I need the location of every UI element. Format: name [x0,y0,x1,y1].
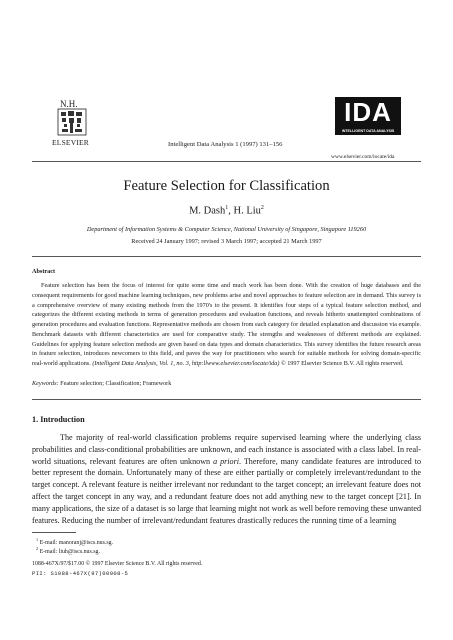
copyright-line: 1088-467X/97/$17.00 © 1997 Elsevier Science B.V. All rights reserved. [32,561,203,567]
author-name: M. Dash [189,205,226,217]
svg-text:N.H.: N.H. [60,99,78,109]
author-separator: , [228,205,234,217]
keywords-text: Feature selection; Classification; Framework [60,380,172,387]
author-affiliation: Department of Information Systems & Computer Science, National University of Singapore, Singapore 119260 [86,226,367,233]
footnote-mark: 1 [36,537,39,542]
keywords [32,380,171,387]
section-heading: 1. Introduction [32,415,85,424]
abstract-citation: (Intelligent Data Analysis, Vol. 1, no. 3, http:llwww.elsevier.com/locate/ida) [92,360,280,367]
footnote-mark: 2 [36,546,39,551]
publisher-name: ELSEVIER [52,138,90,147]
intro-italic-phrase: a priori [213,456,239,466]
received-dates: Received 24 January 1997; revised 3 March 1997; accepted 21 March 1997 [131,238,322,245]
footnote [36,546,100,555]
footnote-text[interactable]: E-mail: manoranj@iscs.nus.sg. [39,539,114,546]
footnote [36,537,113,546]
abstract-heading: Abstract [32,268,56,275]
author-name: H. Liu [233,205,261,217]
footnote-rule [32,532,76,533]
abstract-text: Feature selection has been the focus of interest for quite some time and much work has been done. With the creation of huge databases and the consequent requirements for good machine learning techniques, new problems arise and novel approaches to feature selection are in demand. This survey is a comprehensive overview of many existing methods from the 1970's to the present. It identifies four steps of a typical feature selection method, and categorizes the different existing methods in terms of generation procedures and evaluation functions, and reveals hitherto unattempted combinations of generation procedures and evaluation functions. Representative methods are chosen from each category for detailed explanation and discussion via example. Benchmark datasets with different characteristics are used for comparative study. The strengths and weaknesses of different methods are explained. Guidelines for applying feature selection methods are given based on data types and domain characteristics. This survey identifies the future research areas in feature selection, introduces newcomers to this field, and paves the way for practitioners who search for suitable methods for solving domain-specific real-world applications. [32,282,421,367]
abstract-body [32,281,421,369]
article-title: Feature Selection for Classification [123,178,330,194]
journal-logo-letters: IDA [344,97,392,127]
footnote-text[interactable]: E-mail: liuh@iscs.nus.sg. [39,548,100,555]
author-footnote-mark[interactable]: 1 [225,205,229,211]
intro-text-continued: . Therefore, many candidate features are introduced to better represent the domain. Unfortunately many of these are either partially or completely irrelevant/redundant to the target concept. A relevant feature is neither irrelevant nor redundant to the target concept; an irrelevant feature does not affect the target concept in any way, and a redundant feature does not add anything new to the target concept [21]. In many applications, the size of a dataset is so large that learning might not work as well before removing these unwanted features. Reducing the number of irrelevant/redundant features drastically reduces the running time of a learning [32,456,421,525]
abstract-top-rule [32,256,421,257]
author-list [0,205,453,217]
author-footnote-mark[interactable]: 2 [260,205,264,211]
journal-logo [335,97,401,135]
intro-text: The majority of real-world classification problems require supervised learning where the underlying class probabilities and class-conditional probabilities are unknown, and each instance is associated with a class label. In real-world situations, relevant features are often unknown [32,433,421,466]
header-rule [32,161,421,162]
abstract-copyright: © 1997 Elsevier Science B.V. All rights reserved. [280,360,404,367]
journal-logo-subtitle: INTELLIGENT DATA ANALYSIS [341,129,395,133]
pii-line: PII: S1088-467X(97)00008-5 [32,570,129,577]
introduction-paragraph [32,432,421,526]
keywords-label: Keywords: [32,380,59,387]
journal-reference: Intelligent Data Analysis 1 (1997) 131–156 [168,141,283,148]
journal-url[interactable]: www.elsevier.com/locate/ida [331,154,395,160]
abstract-bottom-rule [32,399,421,400]
